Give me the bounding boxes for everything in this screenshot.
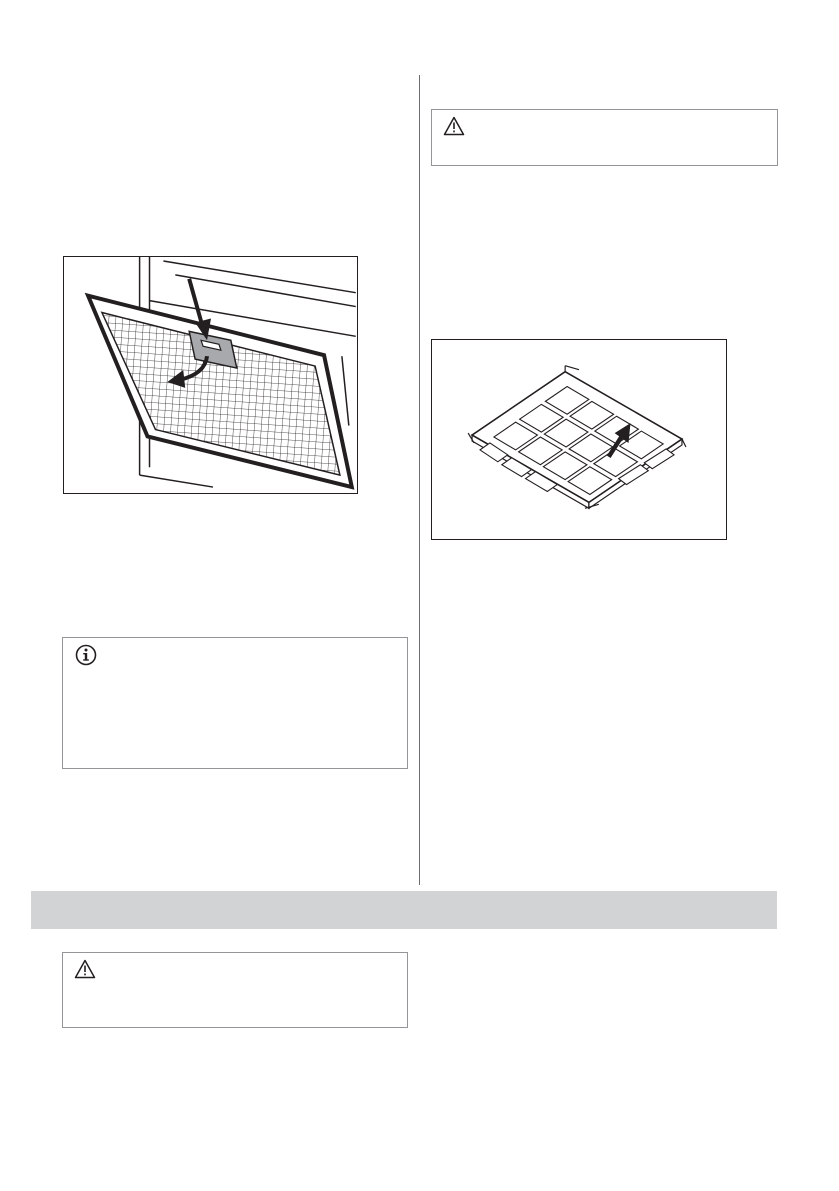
grease-filter-illustration: [64, 257, 357, 493]
charcoal-filter-illustration: [432, 340, 726, 539]
section-heading-band: [31, 891, 777, 929]
bottom-warning-box: [62, 952, 408, 1028]
warning-triangle-icon: [443, 116, 465, 136]
warning-box: [431, 109, 778, 166]
info-box: [62, 637, 408, 769]
column-divider: [419, 75, 420, 885]
charcoal-filter-figure: [431, 339, 727, 540]
info-icon: [75, 644, 97, 666]
grease-filter-figure: [63, 256, 358, 494]
warning-triangle-icon: [74, 959, 96, 979]
